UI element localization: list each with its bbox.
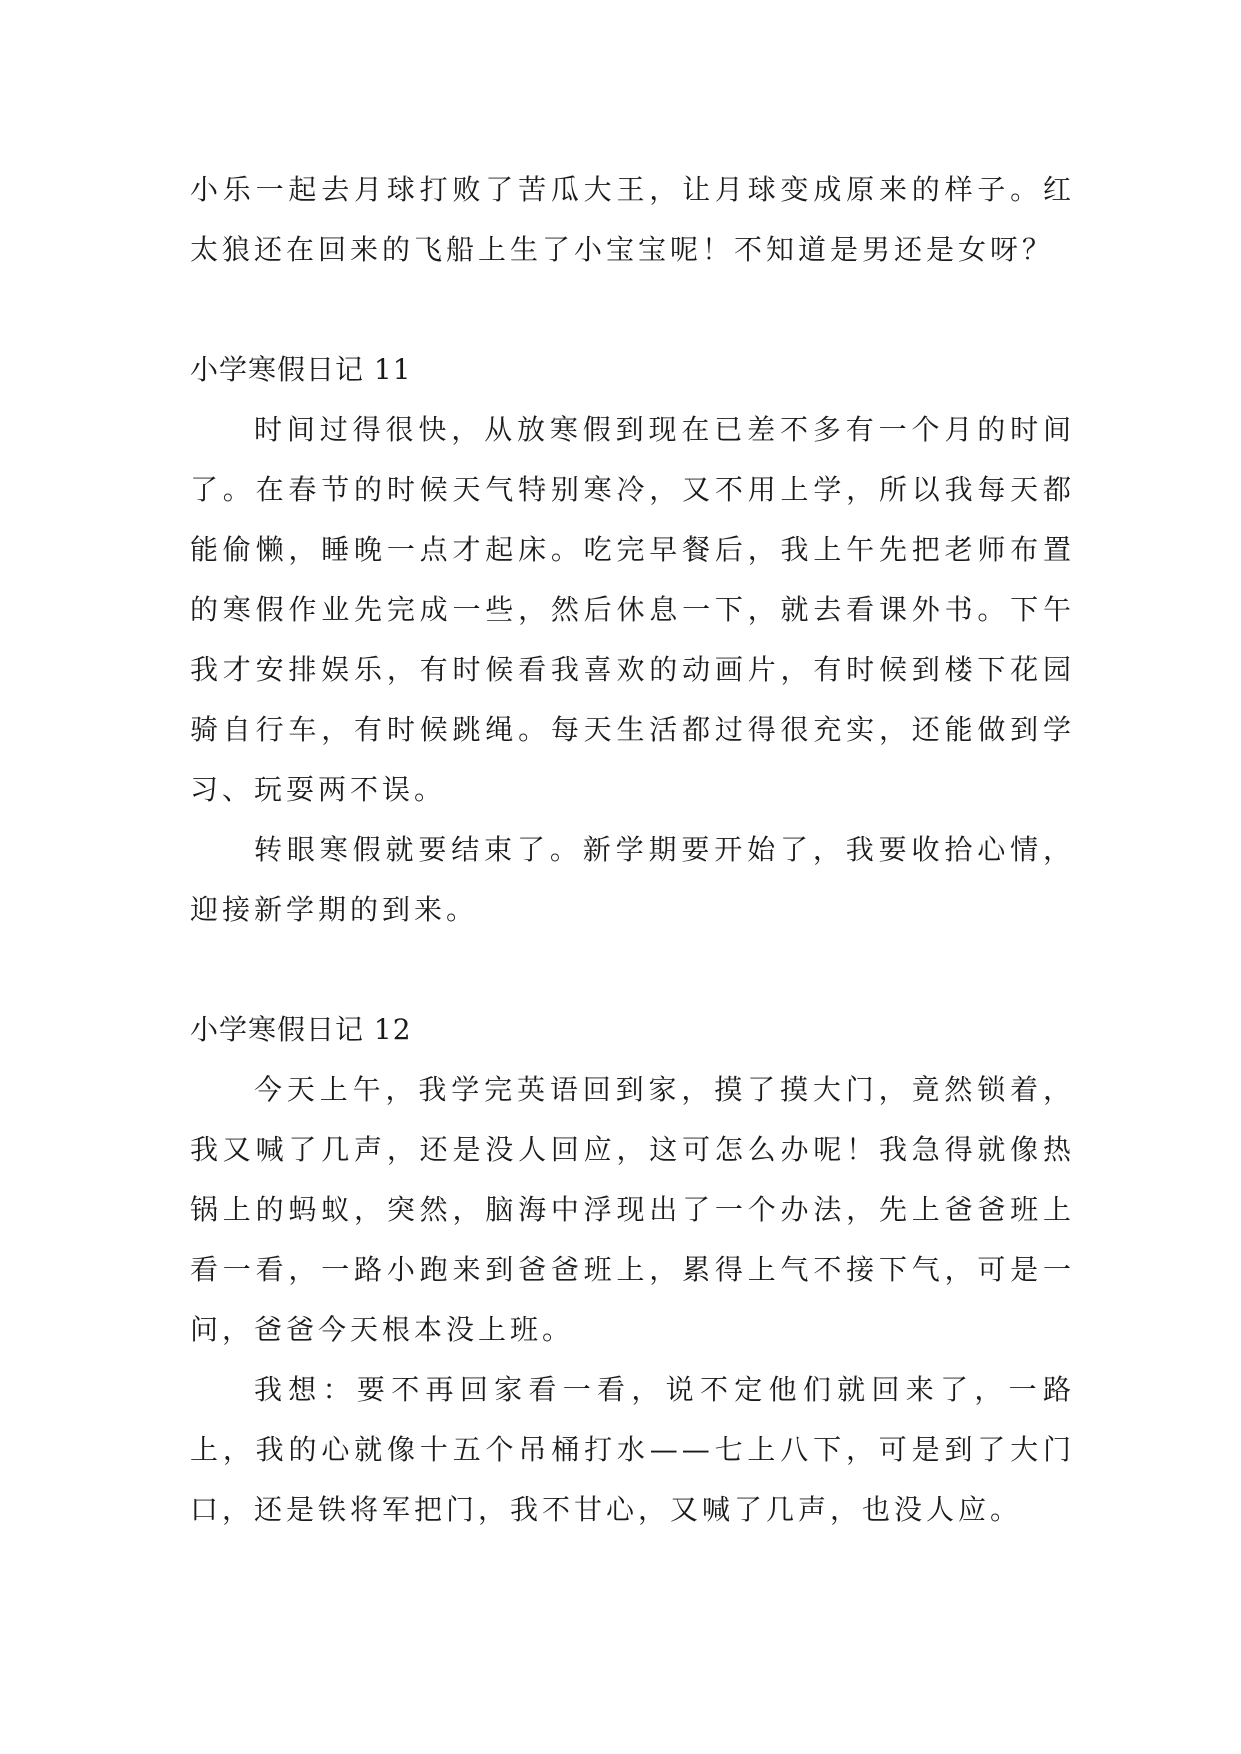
entry-11-title: 小学寒假日记 11 (190, 353, 412, 386)
entry-11-paragraph-1: 时间过得很快，从放寒假到现在已差不多有一个月的时间了。在春节的时候天气特别寒冷，又不用上学，所以我每天都能偷懒，睡晚一点才起床。吃完早餐后，我上午先把老师布置的寒假作业先完成一些，然后休息一下，就去看课外书。下午我才安排娱乐，有时候看我喜欢的动画片，有时候到楼下花园骑自行车，有时候跳绳。每天生活都过得很充实，还能做到学习、玩耍两不误。 (190, 413, 1075, 806)
continuation-paragraph: 小乐一起去月球打败了苦瓜大王，让月球变成原来的样子。红太狼还在回来的飞船上生了小宝宝呢！不知道是男还是女呀？ (190, 173, 1075, 266)
section-spacer (190, 280, 1075, 340)
entry-12-title: 小学寒假日记 12 (190, 1013, 412, 1046)
entry-11-paragraph-2: 转眼寒假就要结束了。新学期要开始了，我要收拾心情，迎接新学期的到来。 (190, 833, 1075, 926)
document-body (190, 160, 1075, 1540)
entry-12-paragraph-1: 今天上午，我学完英语回到家，摸了摸大门，竟然锁着，我又喊了几声，还是没人回应，这可怎么办呢！我急得就像热锅上的蚂蚁，突然，脑海中浮现出了一个办法，先上爸爸班上看一看，一路小跑来到爸爸班上，累得上气不接下气，可是一问，爸爸今天根本没上班。 (190, 1073, 1075, 1346)
entry-12-paragraph-2: 我想：要不再回家看一看，说不定他们就回来了，一路上，我的心就像十五个吊桶打水——七上八下，可是到了大门口，还是铁将军把门，我不甘心，又喊了几声，也没人应。 (190, 1373, 1075, 1526)
section-spacer (190, 940, 1075, 1000)
